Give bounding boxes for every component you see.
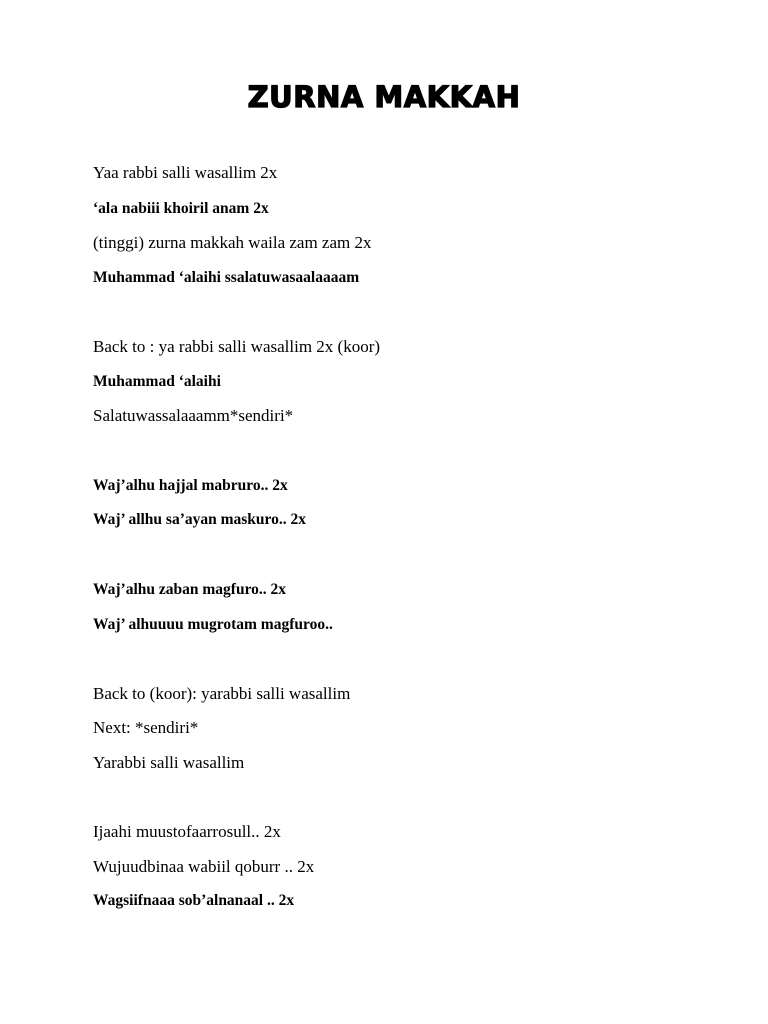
lyric-line: Back to : ya rabbi salli wasallim 2x (koor)	[93, 337, 381, 356]
lyric-line: Waj’alhu hajjal mabruro.. 2x	[93, 477, 288, 494]
lyric-line: (tinggi) zurna makkah waila zam zam 2x	[93, 233, 372, 252]
lyric-line: Yarabbi salli wasallim	[93, 753, 245, 772]
lyric-line: Muhammad ‘alaihi	[93, 373, 221, 390]
lyric-line: Yaa rabbi salli wasallim 2x	[93, 163, 278, 182]
document-title: ZURNA MAKKAH	[247, 80, 521, 114]
lyric-line: Waj’ allhu sa’ayan maskuro.. 2x	[93, 511, 307, 528]
lyric-line: ‘ala nabiii khoiril anam 2x	[93, 200, 269, 217]
lyric-line: Wujuudbinaa wabiil qoburr .. 2x	[93, 857, 315, 876]
lyric-line: Waj’alhu zaban magfuro.. 2x	[93, 581, 287, 598]
lyric-line: Next: *sendiri*	[93, 718, 199, 737]
lyric-line: Ijaahi muustofaarrosull.. 2x	[93, 822, 281, 841]
lyric-line: Salatuwassalaaamm*sendiri*	[93, 406, 294, 425]
lyric-line: Wagsiifnaaa sob’alnanaal .. 2x	[93, 892, 295, 909]
lyric-line: Back to (koor): yarabbi salli wasallim	[93, 684, 351, 703]
lyric-line: Waj’ alhuuuu mugrotam magfuroo..	[93, 616, 333, 633]
lyric-line: Muhammad ‘alaihi ssalatuwasaalaaaam	[93, 269, 360, 286]
